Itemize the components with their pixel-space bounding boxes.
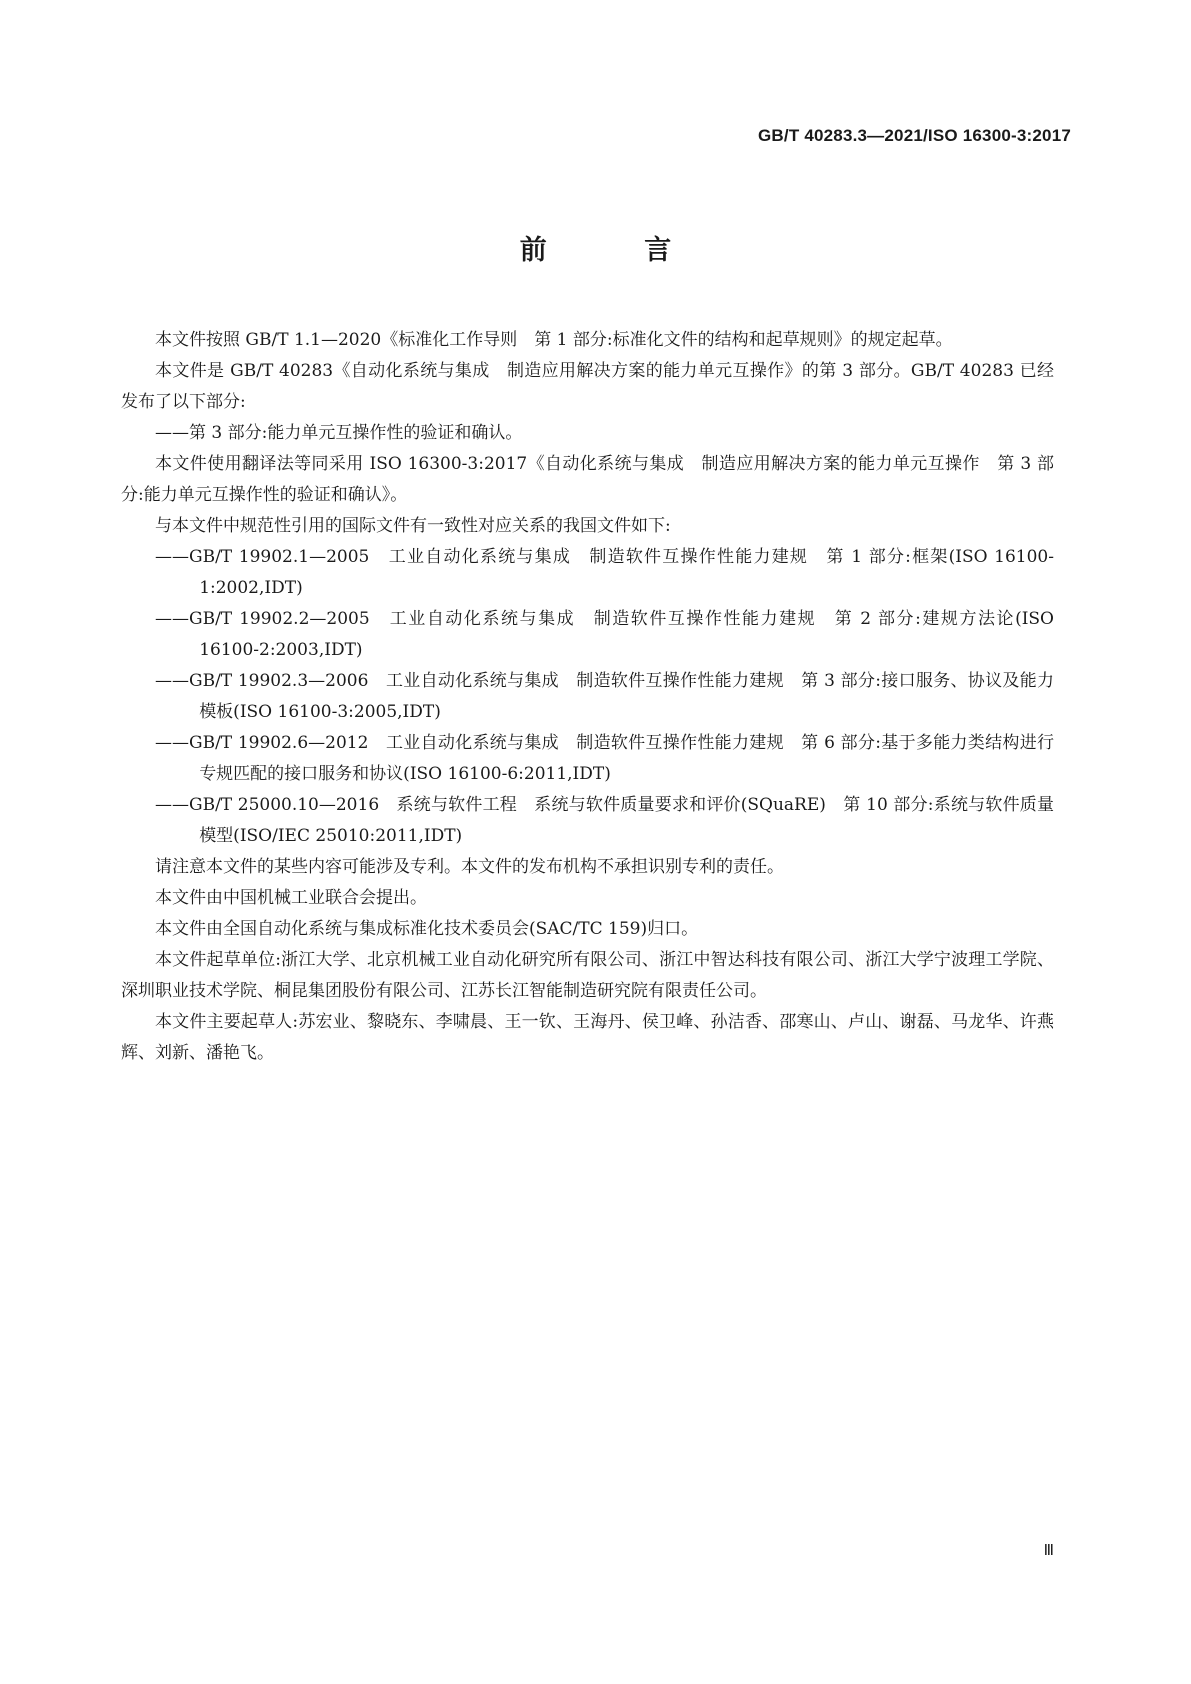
list-item-reference: ——GB/T 19902.3—2006 工业自动化系统与集成 制造软件互操作性能力建规 第 3 部分:接口服务、协议及能力模板(ISO 16100-3:2005,IDT) bbox=[155, 671, 1054, 722]
paragraph-document-part: 本文件是 GB/T 40283《自动化系统与集成 制造应用解决方案的能力单元互操作》的第 3 部分。GB/T 40283 已经发布了以下部分: bbox=[121, 361, 1054, 412]
paragraph-adoption: 本文件使用翻译法等同采用 ISO 16300-3:2017《自动化系统与集成 制造应用解决方案的能力单元互操作 第 3 部分:能力单元互操作性的验证和确认》。 bbox=[121, 454, 1054, 505]
paragraph-patent-notice: 请注意本文件的某些内容可能涉及专利。本文件的发布机构不承担识别专利的责任。 bbox=[155, 857, 784, 877]
paragraph-proposer: 本文件由中国机械工业联合会提出。 bbox=[155, 888, 427, 908]
page-number: Ⅲ bbox=[1043, 1543, 1054, 1559]
paragraph-drafting-basis: 本文件按照 GB/T 1.1—2020《标准化工作导则 第 1 部分:标准化文件的结构和起草规则》的规定起草。 bbox=[155, 330, 953, 350]
page-title: 前 言 bbox=[519, 235, 716, 266]
paragraph-drafters: 本文件主要起草人:苏宏业、黎晓东、李啸晨、王一钦、王海丹、侯卫峰、孙洁香、邵寒山、卢山、谢磊、马龙华、许燕辉、刘新、潘艳飞。 bbox=[121, 1012, 1054, 1063]
list-item-reference: ——GB/T 19902.2—2005 工业自动化系统与集成 制造软件互操作性能力建规 第 2 部分:建规方法论(ISO 16100-2:2003,IDT) bbox=[155, 609, 1054, 660]
list-item-reference: ——GB/T 19902.1—2005 工业自动化系统与集成 制造软件互操作性能力建规 第 1 部分:框架(ISO 16100-1:2002,IDT) bbox=[155, 547, 1054, 598]
standard-code-header: GB/T 40283.3—2021/ISO 16300-3:2017 bbox=[758, 126, 1071, 145]
paragraph-technical-committee: 本文件由全国自动化系统与集成标准化技术委员会(SAC/TC 159)归口。 bbox=[155, 919, 699, 939]
list-item-published-part: ——第 3 部分:能力单元互操作性的验证和确认。 bbox=[155, 423, 523, 443]
foreword-body bbox=[121, 325, 1054, 1069]
paragraph-correspondence-intro: 与本文件中规范性引用的国际文件有一致性对应关系的我国文件如下: bbox=[155, 516, 671, 536]
paragraph-drafting-organizations: 本文件起草单位:浙江大学、北京机械工业自动化研究所有限公司、浙江中智达科技有限公司、浙江大学宁波理工学院、深圳职业技术学院、桐昆集团股份有限公司、江苏长江智能制造研究院有限责任公司。 bbox=[121, 950, 1054, 1001]
list-item-reference: ——GB/T 25000.10—2016 系统与软件工程 系统与软件质量要求和评价(SQuaRE) 第 10 部分:系统与软件质量模型(ISO/IEC 25010:2011,IDT) bbox=[155, 795, 1054, 846]
list-item-reference: ——GB/T 19902.6—2012 工业自动化系统与集成 制造软件互操作性能力建规 第 6 部分:基于多能力类结构进行专规匹配的接口服务和协议(ISO 16100-6:2011,IDT) bbox=[155, 733, 1054, 784]
